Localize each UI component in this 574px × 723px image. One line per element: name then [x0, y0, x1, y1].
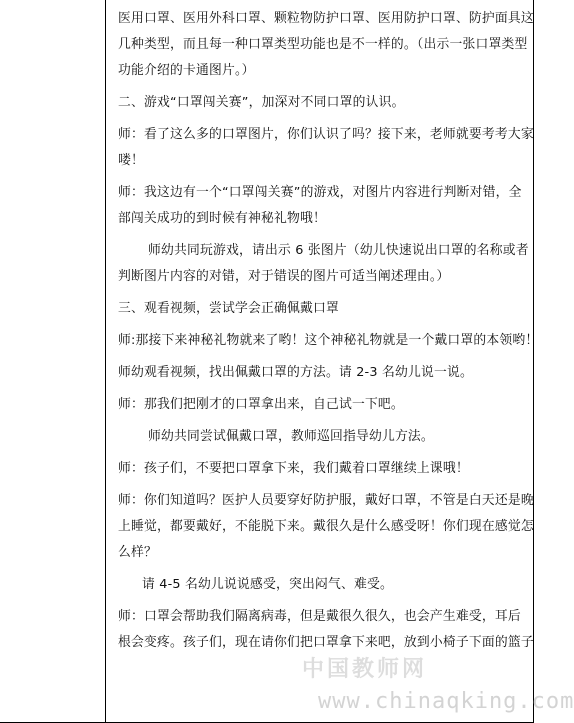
text-line: 师：看了这么多的口罩图片，你们认识了吗？接下来，老师就要考考大家 [118, 127, 534, 142]
text-line: 判断图片内容的对错，对于错误的图片可适当阐述理由。） [118, 269, 450, 284]
table-left-column [0, 0, 106, 722]
watermark-site-name: 中国教师网 [302, 657, 428, 682]
text-line: 根会变疼。孩子们，现在请你们把口罩拿下来吧，放到小椅子下面的篮子 [118, 635, 534, 650]
text-line: 师：你们知道吗？医护人员要穿好防护服，戴好口罩，不管是白天还是晚 [118, 493, 534, 508]
text-line: 功能介绍的卡通图片。） [118, 63, 255, 78]
text-line: 部闯关成功的到时候有神秘礼物哦！ [118, 211, 326, 226]
text-line: 师：我这边有一个“口罩闯关赛”的游戏，对图片内容进行判断对错，全 [118, 185, 522, 200]
text-line: 师:那接下来神秘礼物就来了哟！这个神秘礼物就是一个戴口罩的本领哟！ [118, 333, 539, 348]
text-line: 师幼观看视频，找出佩戴口罩的方法。请 2-3 名幼儿说一说。 [118, 365, 473, 380]
text-line: 师幼共同尝试佩戴口罩，教师巡回指导幼儿方法。 [148, 429, 434, 444]
text-line: 喽！ [118, 153, 144, 168]
text-line: 么样？ [118, 545, 157, 560]
text-line: 师：口罩会帮助我们隔离病毒，但是戴很久很久，也会产生难受，耳后 [118, 609, 521, 624]
section-heading: 二、游戏“口罩闯关赛”，加深对不同口罩的认识。 [118, 95, 405, 110]
text-line: 师幼共同玩游戏，请出示 6 张图片（幼儿快速说出口罩的名称或者 [148, 243, 529, 258]
document-body [118, 6, 539, 656]
text-line: 请 4-5 名幼儿说说感受，突出闷气、难受。 [142, 577, 393, 592]
text-line: 师：那我们把刚才的口罩拿出来，自己试一下吧。 [118, 397, 404, 412]
text-line: 上睡觉，都要戴好，不能脱下来。戴很久是什么感受呀！你们现在感觉怎 [118, 519, 534, 534]
text-line: 医用口罩、医用外科口罩、颗粒物防护口罩、医用防护口罩、防护面具这 [118, 11, 534, 26]
text-line: 师：孩子们，不要把口罩拿下来，我们戴着口罩继续上课哦！ [118, 461, 469, 476]
watermark-url: www.chinaqking.com [318, 689, 574, 714]
section-heading: 三、观看视频，尝试学会正确佩戴口罩 [118, 301, 339, 316]
text-line: 几种类型，而且每一种口罩类型功能也是不一样的。（出示一张口罩类型 [118, 37, 528, 52]
